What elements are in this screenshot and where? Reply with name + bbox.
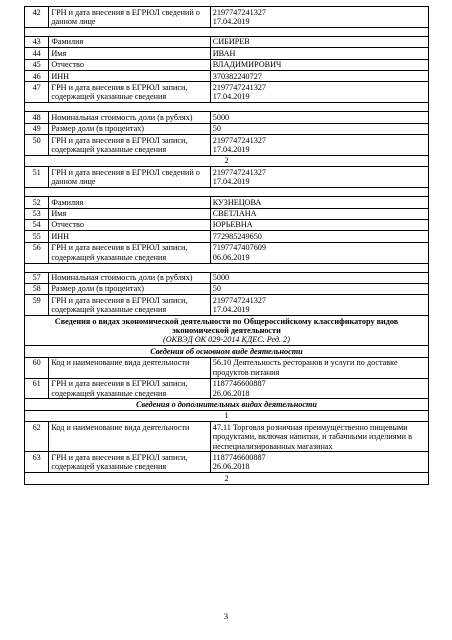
row-number: 57 (25, 272, 49, 283)
row-value: 772985249650 (210, 231, 428, 242)
row-label: ГРН и дата внесения в ЕГРЮЛ записи, содержащей указанные сведения (49, 135, 210, 156)
section-header-row (25, 316, 429, 346)
table-row (25, 112, 429, 123)
row-value: КУЗНЕЦОВА (210, 197, 428, 208)
row-number: 54 (25, 219, 49, 230)
row-label: Размер доли (в процентах) (49, 123, 210, 134)
row-value: 2197747241327 17.04.2019 (210, 135, 428, 156)
row-number: 42 (25, 7, 49, 28)
row-label: ГРН и дата внесения в ЕГРЮЛ записи, содержащей указанные сведения (49, 242, 210, 263)
row-label: ГРН и дата внесения в ЕГРЮЛ сведений о данном лице (49, 167, 210, 188)
row-number: 63 (25, 452, 49, 473)
row-number: 55 (25, 231, 49, 242)
row-value: 370382240727 (210, 71, 428, 82)
table-row (25, 283, 429, 294)
group-number: 2 (25, 473, 429, 484)
row-label: ГРН и дата внесения в ЕГРЮЛ записи, содержащей указанные сведения (49, 378, 210, 399)
row-value: 50 (210, 123, 428, 134)
table-row (25, 167, 429, 188)
row-label: ИНН (49, 231, 210, 242)
row-label: Имя (49, 208, 210, 219)
table-row (25, 71, 429, 82)
page-number: 3 (223, 611, 229, 621)
table-row (25, 242, 429, 263)
row-number: 48 (25, 112, 49, 123)
row-value: 50 (210, 283, 428, 294)
row-value: 5000 (210, 272, 428, 283)
table-row (25, 135, 429, 156)
row-number: 51 (25, 167, 49, 188)
spacer-row (25, 263, 429, 272)
row-number: 46 (25, 71, 49, 82)
group-number-row (25, 155, 429, 166)
subsection-header-row (25, 346, 429, 357)
row-label: Номинальная стоимость доли (в рублях) (49, 272, 210, 283)
spacer-cell (25, 188, 429, 197)
row-value: 1187746600887 26.06.2018 (210, 452, 428, 473)
row-number: 49 (25, 123, 49, 134)
table-row (25, 357, 429, 378)
row-label: Фамилия (49, 197, 210, 208)
row-value: 2197747241327 17.04.2019 (210, 82, 428, 103)
row-label: Отчество (49, 59, 210, 70)
row-value: 1187746600887 26.06.2018 (210, 378, 428, 399)
row-number: 44 (25, 48, 49, 59)
row-value: СВЕТЛАНА (210, 208, 428, 219)
subsection-header: Сведения о дополнительных видах деятельности (25, 399, 429, 410)
row-label: Код и наименование вида деятельности (49, 357, 210, 378)
subsection-header-row (25, 399, 429, 410)
table-row (25, 295, 429, 316)
row-label: ГРН и дата внесения в ЕГРЮЛ сведений о данном лице (49, 7, 210, 28)
section-title: Сведения о видах экономической деятельности по Общероссийскому классификатору видов экономической деятельности (54, 316, 399, 336)
table-row (25, 48, 429, 59)
row-value: ВЛАДИМИРОВИЧ (210, 59, 428, 70)
row-value: 5000 (210, 112, 428, 123)
row-value: 47.11 Торговля розничная преимущественно пищевыми продуктами, включая напитки, и табачными изделиями в неспециализированных магазинах (210, 422, 428, 452)
table-row (25, 422, 429, 452)
group-number-row (25, 473, 429, 484)
row-number: 58 (25, 283, 49, 294)
row-number: 53 (25, 208, 49, 219)
row-number: 59 (25, 295, 49, 316)
spacer-row (25, 103, 429, 112)
row-value: ЮРЬЕВНА (210, 219, 428, 230)
row-number: 47 (25, 82, 49, 103)
group-number: 1 (25, 410, 429, 421)
row-value: 56.10 Деятельность ресторанов и услуги по доставке продуктов питания (210, 357, 428, 378)
row-label: Код и наименование вида деятельности (49, 422, 210, 452)
spacer-cell (25, 263, 429, 272)
group-number-row (25, 410, 429, 421)
table-row (25, 197, 429, 208)
section-note: (ОКВЭД ОК 029-2014 КДЕС. Ред. 2) (163, 335, 290, 345)
row-number: 43 (25, 36, 49, 47)
row-label: Имя (49, 48, 210, 59)
row-value: 7197747407609 06.06.2019 (210, 242, 428, 263)
section-header (25, 316, 429, 346)
table-row (25, 59, 429, 70)
row-number: 56 (25, 242, 49, 263)
row-label: ГРН и дата внесения в ЕГРЮЛ записи, содержащей указанные сведения (49, 452, 210, 473)
row-label: ИНН (49, 71, 210, 82)
table-row (25, 36, 429, 47)
table-row (25, 82, 429, 103)
spacer-cell (25, 103, 429, 112)
row-number: 60 (25, 357, 49, 378)
spacer-cell (25, 27, 429, 36)
row-number: 50 (25, 135, 49, 156)
table-row (25, 7, 429, 28)
row-number: 62 (25, 422, 49, 452)
spacer-row (25, 27, 429, 36)
row-value: 2197747241327 17.04.2019 (210, 167, 428, 188)
row-number: 61 (25, 378, 49, 399)
row-value: 2197747241327 17.04.2019 (210, 295, 428, 316)
egrul-extract-table (24, 6, 429, 485)
row-label: Отчество (49, 219, 210, 230)
row-number: 45 (25, 59, 49, 70)
row-value: ИВАН (210, 48, 428, 59)
table-row (25, 452, 429, 473)
row-value: СИБИРЕВ (210, 36, 428, 47)
table-body (25, 7, 429, 485)
row-label: ГРН и дата внесения в ЕГРЮЛ записи, содержащей указанные сведения (49, 82, 210, 103)
table-row (25, 231, 429, 242)
row-label: Фамилия (49, 36, 210, 47)
table-row (25, 208, 429, 219)
row-value: 2197747241327 17.04.2019 (210, 7, 428, 28)
spacer-row (25, 188, 429, 197)
group-number: 2 (25, 155, 429, 166)
table-row (25, 219, 429, 230)
subsection-header: Сведения об основном виде деятельности (25, 346, 429, 357)
table-row (25, 272, 429, 283)
table-row (25, 123, 429, 134)
row-label: ГРН и дата внесения в ЕГРЮЛ записи, содержащей указанные сведения (49, 295, 210, 316)
row-label: Номинальная стоимость доли (в рублях) (49, 112, 210, 123)
table-row (25, 378, 429, 399)
row-label: Размер доли (в процентах) (49, 283, 210, 294)
row-number: 52 (25, 197, 49, 208)
